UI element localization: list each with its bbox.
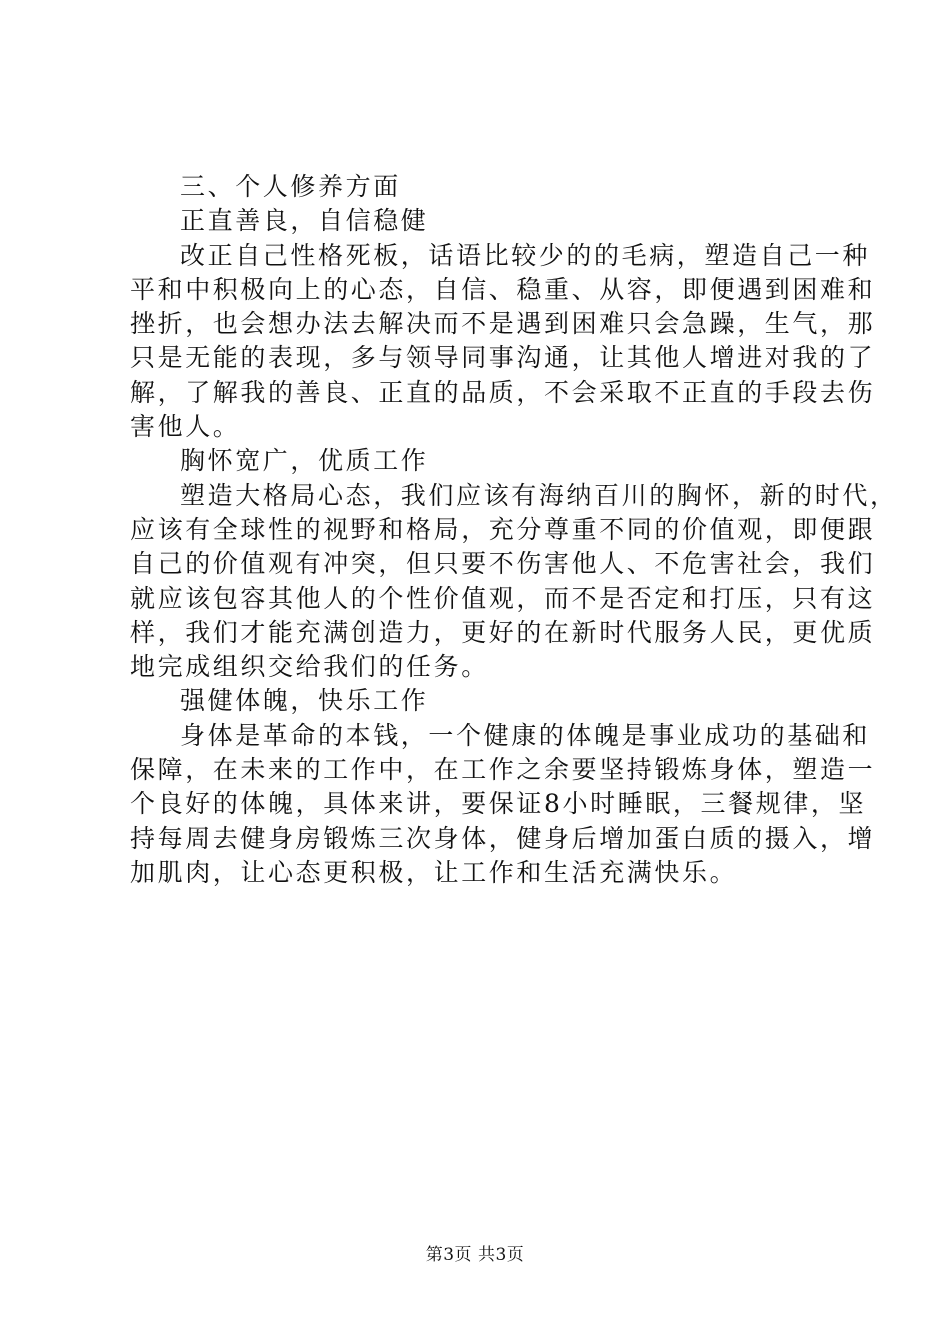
paragraph-line: 害他人。 <box>130 412 241 442</box>
document-body <box>130 170 898 890</box>
paragraph-line: 保障，在未来的工作中，在工作之余要坚持锻炼身体，塑造一 <box>130 755 876 785</box>
paragraph-line: 地完成组织交给我们的任务。 <box>130 652 489 682</box>
subheading-broad-mind: 胸怀宽广，优质工作 <box>180 446 429 476</box>
paragraph-line: 样，我们才能充满创造力，更好的在新时代服务人民，更优质 <box>130 617 876 647</box>
paragraph-line: 应该有全球性的视野和格局，充分尊重不同的价值观，即便跟 <box>130 514 876 544</box>
paragraph-line: 改正自己性格死板，话语比较少的的毛病，塑造自己一种 <box>180 240 871 270</box>
paragraph-line: 持每周去健身房锻炼三次身体，健身后增加蛋白质的摄入，增 <box>130 823 876 853</box>
paragraph-line: 身体是革命的本钱，一个健康的体魄是事业成功的基础和 <box>180 720 871 750</box>
paragraph-line: 平和中积极向上的心态，自信、稳重、从容，即便遇到困难和 <box>130 274 876 304</box>
subheading-integrity: 正直善良，自信稳健 <box>180 206 429 236</box>
paragraph-line: 自己的价值观有冲突，但只要不伤害他人、不危害社会，我们 <box>130 549 876 579</box>
paragraph-line: 加肌肉，让心态更积极，让工作和生活充满快乐。 <box>130 857 738 887</box>
paragraph-line: 解，了解我的善良、正直的品质，不会采取不正直的手段去伤 <box>130 377 876 407</box>
subheading-health: 强健体魄，快乐工作 <box>180 686 429 716</box>
page-number-footer: 第3页 共3页 <box>425 1245 525 1265</box>
paragraph-line: 个良好的体魄，具体来讲，要保证8小时睡眠，三餐规律，坚 <box>130 789 867 819</box>
paragraph-line: 只是无能的表现，多与领导同事沟通，让其他人增进对我的了 <box>130 343 876 373</box>
paragraph-line: 就应该包容其他人的个性价值观，而不是否定和打压，只有这 <box>130 583 876 613</box>
paragraph-line: 挫折，也会想办法去解决而不是遇到困难只会急躁，生气，那 <box>130 309 876 339</box>
section-heading: 三、个人修养方面 <box>180 172 401 201</box>
paragraph-line: 塑造大格局心态，我们应该有海纳百川的胸怀，新的时代， <box>180 480 898 510</box>
